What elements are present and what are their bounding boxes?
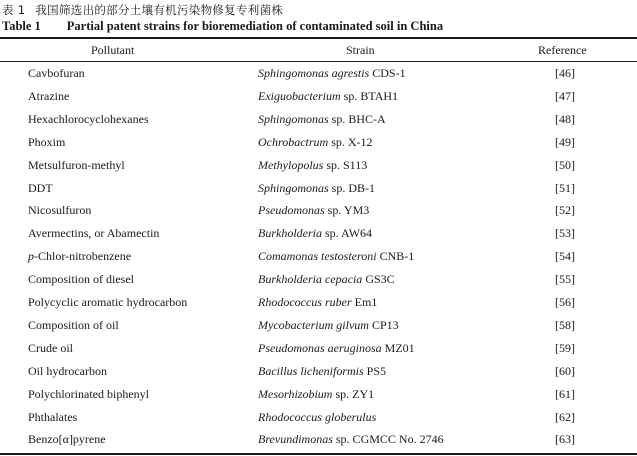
reference-cell: [46] xyxy=(555,66,575,80)
table-row xyxy=(0,387,637,405)
reference-cell: [50] xyxy=(555,157,575,172)
pollutant-name: Oil hydrocarbon xyxy=(28,363,107,378)
pollutant-cell xyxy=(28,318,119,333)
pollutant-cell xyxy=(28,387,149,402)
pollutant-cell xyxy=(28,341,73,356)
strain-cell xyxy=(258,181,375,196)
strain-cell xyxy=(258,226,372,241)
reference-cell: [55] xyxy=(555,272,575,287)
header-pollutant: Pollutant xyxy=(91,43,135,57)
reference-cell: [47] xyxy=(555,88,575,103)
reference-cell: [61] xyxy=(555,386,575,401)
pollutant-cell xyxy=(28,249,131,264)
strain-designation: sp. BHC-A xyxy=(328,111,386,126)
strain-designation: sp. YM3 xyxy=(324,203,370,218)
header-strain: Strain xyxy=(346,43,375,57)
strain-cell xyxy=(258,387,374,402)
pollutant-name: Phthalates xyxy=(28,409,78,424)
strain-cell xyxy=(258,272,395,287)
strain-genus: Ochrobactrum xyxy=(258,134,329,149)
pollutant-cell xyxy=(28,203,91,218)
top-rule xyxy=(0,37,637,39)
strain-designation: CP13 xyxy=(368,317,399,332)
pollutant-cell xyxy=(28,272,134,287)
strain-genus: Burkholderia xyxy=(258,226,322,241)
reference-cell: [48] xyxy=(555,111,575,126)
strain-cell xyxy=(258,295,377,310)
strain-cell xyxy=(258,66,406,81)
caption-cn-number: 表 1 xyxy=(2,3,26,17)
strain-genus: Burkholderia cepacia xyxy=(258,272,363,287)
table-row xyxy=(0,135,637,153)
strain-cell xyxy=(258,203,369,218)
strain-designation: sp. BTAH1 xyxy=(340,88,399,103)
table-row xyxy=(0,226,637,244)
table-row xyxy=(0,432,637,450)
pollutant-cell xyxy=(28,364,107,379)
pollutant-name: Avermectins, or Abamectin xyxy=(28,226,160,241)
table-row xyxy=(0,341,637,359)
strain-cell xyxy=(258,249,414,264)
caption-chinese xyxy=(2,2,283,18)
strain-designation: CDS-1 xyxy=(369,66,406,80)
strain-genus: Pseudomonas aeruginosa xyxy=(258,340,382,355)
strain-genus: Sphingomonas agrestis xyxy=(258,66,370,80)
strain-genus: Rhodococcus globerulus xyxy=(258,409,377,424)
pollutant-cell xyxy=(28,66,85,81)
strain-designation: PS5 xyxy=(363,363,387,378)
reference-cell: [53] xyxy=(555,226,575,241)
pollutant-cell xyxy=(28,158,125,173)
pollutant-name: Nicosulfuron xyxy=(28,203,92,218)
pollutant-prefix: p xyxy=(28,249,34,264)
table-row xyxy=(0,66,637,84)
table-row xyxy=(0,181,637,199)
strain-designation: GS3C xyxy=(362,272,395,287)
strain-cell xyxy=(258,318,399,333)
strain-designation: Em1 xyxy=(351,295,378,309)
caption-en-number: Table 1 xyxy=(2,19,41,33)
pollutant-cell xyxy=(28,181,53,196)
strain-genus: Mesorhizobium xyxy=(258,386,333,401)
pollutant-cell xyxy=(28,432,106,447)
reference-cell: [54] xyxy=(555,249,575,264)
reference-cell: [52] xyxy=(555,203,575,218)
strain-designation: sp. CGMCC No. 2746 xyxy=(332,432,444,447)
pollutant-name: Composition of diesel xyxy=(28,272,134,287)
strain-designation: sp. DB-1 xyxy=(328,180,376,195)
pollutant-name: DDT xyxy=(28,180,53,195)
strain-cell xyxy=(258,112,386,127)
strain-cell xyxy=(258,410,376,425)
pollutant-cell xyxy=(28,410,77,425)
strain-cell xyxy=(258,89,398,104)
table-row xyxy=(0,410,637,428)
pollutant-cell xyxy=(28,112,149,127)
strain-genus: Bacillus licheniformis xyxy=(258,363,364,378)
pollutant-name: Atrazine xyxy=(28,88,70,103)
reference-cell: [56] xyxy=(555,295,575,309)
caption-cn-title: 我国筛选出的部分土壤有机污染物修复专利菌株 xyxy=(35,3,284,17)
pollutant-name: Polycyclic aromatic hydrocarbon xyxy=(28,295,188,309)
strain-cell xyxy=(258,135,373,150)
pollutant-cell xyxy=(28,226,159,241)
strain-cell xyxy=(258,341,415,356)
strain-genus: Exiguobacterium xyxy=(258,88,341,103)
strain-designation: CNB-1 xyxy=(376,249,415,264)
strain-designation: sp. S113 xyxy=(323,157,368,172)
pollutant-name: -Chlor-nitrobenzene xyxy=(34,249,132,264)
table-row xyxy=(0,295,637,313)
bottom-rule xyxy=(0,453,637,455)
reference-cell: [58] xyxy=(555,317,575,332)
reference-cell: [59] xyxy=(555,340,575,355)
strain-designation: sp. ZY1 xyxy=(332,386,375,401)
pollutant-cell xyxy=(28,295,187,310)
header-reference: Reference xyxy=(538,43,587,57)
strain-genus: Sphingomonas xyxy=(258,111,329,126)
table-row xyxy=(0,249,637,267)
pollutant-cell xyxy=(28,135,65,150)
reference-cell: [63] xyxy=(555,432,575,447)
header-rule xyxy=(0,61,637,62)
reference-cell: [60] xyxy=(555,363,575,378)
pollutant-name: Benzo[α]pyrene xyxy=(28,432,106,447)
strain-genus: Pseudomonas xyxy=(258,203,325,218)
reference-cell: [62] xyxy=(555,409,575,424)
pollutant-name: Cavbofuran xyxy=(28,66,85,80)
strain-genus: Methylopolus xyxy=(258,157,324,172)
strain-designation: sp. X-12 xyxy=(328,134,373,149)
strain-cell xyxy=(258,432,444,447)
caption-english xyxy=(2,19,443,34)
strain-cell xyxy=(258,158,367,173)
strain-designation: MZ01 xyxy=(381,340,415,355)
table-row xyxy=(0,89,637,107)
strain-genus: Brevundimonas xyxy=(258,432,333,447)
table-row xyxy=(0,203,637,221)
pollutant-name: Hexachlorocyclohexanes xyxy=(28,111,149,126)
reference-cell: [49] xyxy=(555,134,575,149)
pollutant-name: Metsulfuron-methyl xyxy=(28,157,125,172)
table-row xyxy=(0,158,637,176)
pollutant-name: Crude oil xyxy=(28,340,73,355)
strain-designation: sp. AW64 xyxy=(322,226,373,241)
table-row xyxy=(0,318,637,336)
pollutant-name: Composition of oil xyxy=(28,317,119,332)
table-row xyxy=(0,272,637,290)
pollutant-name: Phoxim xyxy=(28,134,66,149)
pollutant-cell xyxy=(28,89,69,104)
caption-en-title: Partial patent strains for bioremediation of contaminated soil in China xyxy=(66,19,444,33)
strain-genus: Rhodococcus ruber xyxy=(258,295,352,309)
table-row xyxy=(0,364,637,382)
pollutant-name: Polychlorinated biphenyl xyxy=(28,386,149,401)
table-row xyxy=(0,112,637,130)
strain-genus: Comamonas testosteroni xyxy=(258,249,377,264)
reference-cell: [51] xyxy=(555,180,575,195)
strain-genus: Sphingomonas xyxy=(258,180,329,195)
strain-cell xyxy=(258,364,386,379)
strain-genus: Mycobacterium gilvum xyxy=(258,317,369,332)
